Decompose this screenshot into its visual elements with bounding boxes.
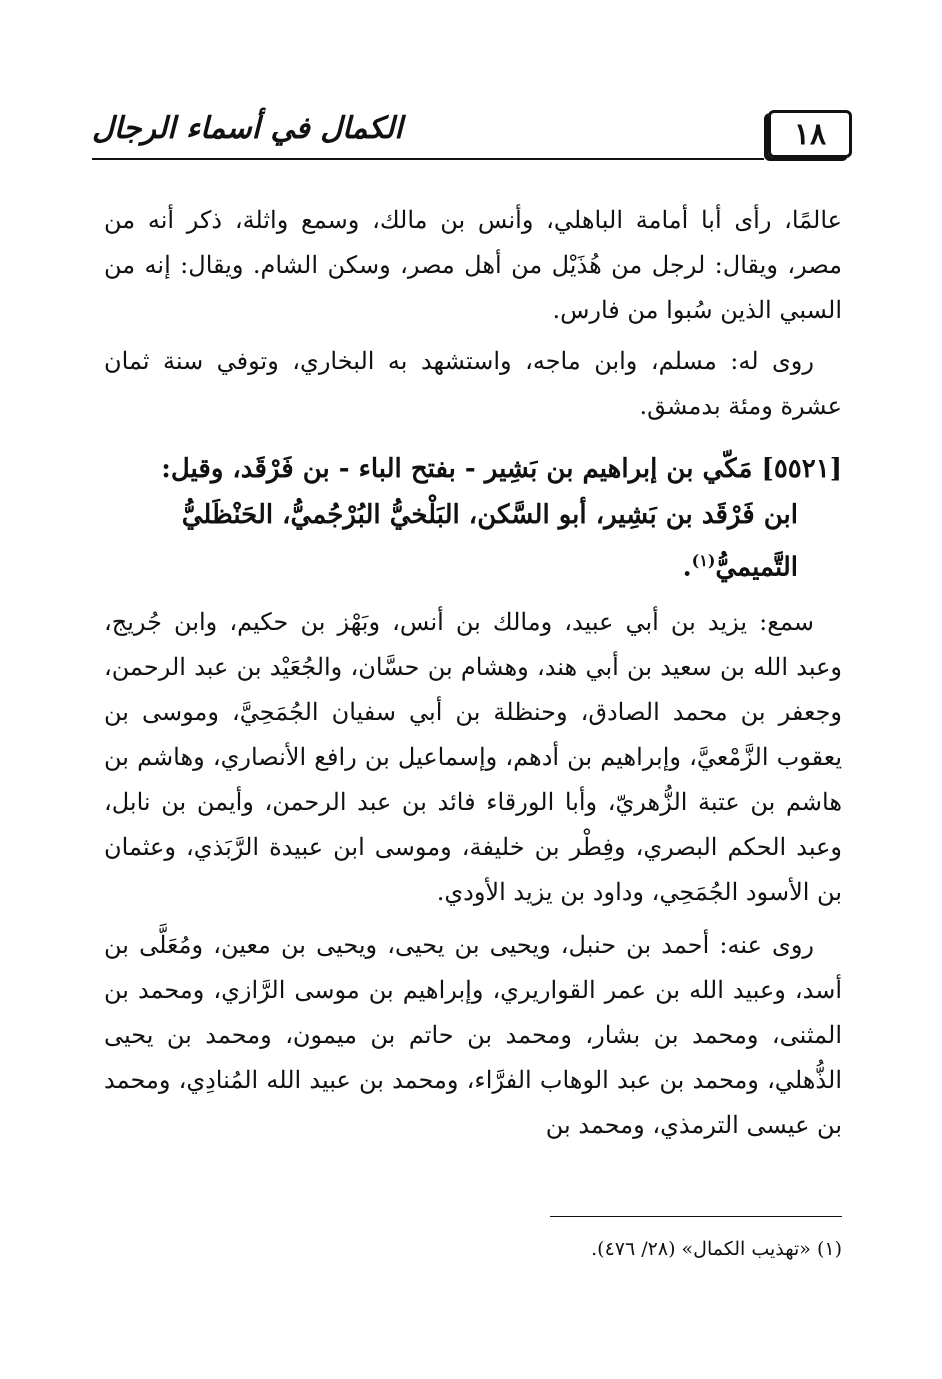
- intro-paragraph-death: روى له: مسلم، وابن ماجه، واستشهد به البخاري، وتوفي سنة ثمان عشرة ومئة بدمشق.: [104, 347, 842, 420]
- footnote-divider: [550, 1216, 842, 1217]
- header-divider: [92, 158, 764, 160]
- intro-section: [104, 198, 842, 429]
- page-number: ١٨: [768, 110, 852, 158]
- entry-heading-nisba: التَّميميُّ: [715, 552, 798, 583]
- entry-heading-line: [٥٥٢١] مَكّي بن إبراهيم بن بَشِير - بفتح الباء - بن فَرْقَد، وقيل:: [161, 454, 842, 484]
- running-title: الكمال في أسماء الرجال: [92, 110, 403, 146]
- heard-from-paragraph: سمع: يزيد بن أبي عبيد، ومالك بن أنس، وبَهْز بن حكيم، وابن جُريج، وعبد الله بن سعيد بن أبي هند، وهشام بن حسَّان، والجُعَيْد بن عبد الرحمن، وجعفر بن محمد الصادق، وحنظلة بن أبي سفيان الجُمَحِيَّ، وموسى بن يعقوب الزَّمْعيَّ، وإبراهيم بن أدهم، وإسماعيل بن رافع الأنصاري، وهاشم بن هاشم بن عتبة الزُّهريّ، وأبا الورقاء فائد بن عبد الرحمن، وأيمن بن نابل، وعبد الحكم البصري، وفِطْر بن خليفة، وموسى ابن عبيدة الرَّبَذي، وعثمان بن الأسود الجُمَحِي، وداود بن يزيد الأودي.: [104, 608, 843, 906]
- entry-heading-end: .: [682, 552, 692, 583]
- entry-heading-line: ابن فَرْقَد بن بَشِير، أبو السَّكن، البَلْخيُّ البُرْجُميُّ، الحَنْظَليُّ: [181, 500, 798, 530]
- narrated-by-paragraph: روى عنه: أحمد بن حنبل، ويحيى بن يحيى، ويحيى بن معين، ومُعَلَّى بن أسد، وعبيد الله بن عمر القواريري، وإبراهيم بن موسى الرَّازي، ومحمد بن المثنى، ومحمد بن بشار، ومحمد بن حاتم بن ميمون، ومحمد بن يحيى الذُّهلي، ومحمد بن عبد الوهاب الفرَّاء، ومحمد بن عبيد الله المُنادِي، ومحمد بن عيسى الترمذي، ومحمد بن: [104, 931, 842, 1139]
- page-header: [92, 100, 852, 166]
- intro-paragraph: عالمًا، رأى أبا أمامة الباهلي، وأنس بن مالك، وسمع واثلة، ذكر أنه من مصر، ويقال: لرجل من هُذَيْل من أهل مصر، وسكن الشام. ويقال: إنه من السبي الذين سُبوا من فارس.: [104, 206, 842, 324]
- footnote-reference: (١): [691, 551, 716, 570]
- entry-heading: [104, 446, 842, 591]
- entry-heading-line: [104, 538, 842, 591]
- footnote: (١) «تهذيب الكمال» (٢٨/ ٤٧٦).: [591, 1238, 842, 1260]
- entry-body: [104, 600, 842, 1148]
